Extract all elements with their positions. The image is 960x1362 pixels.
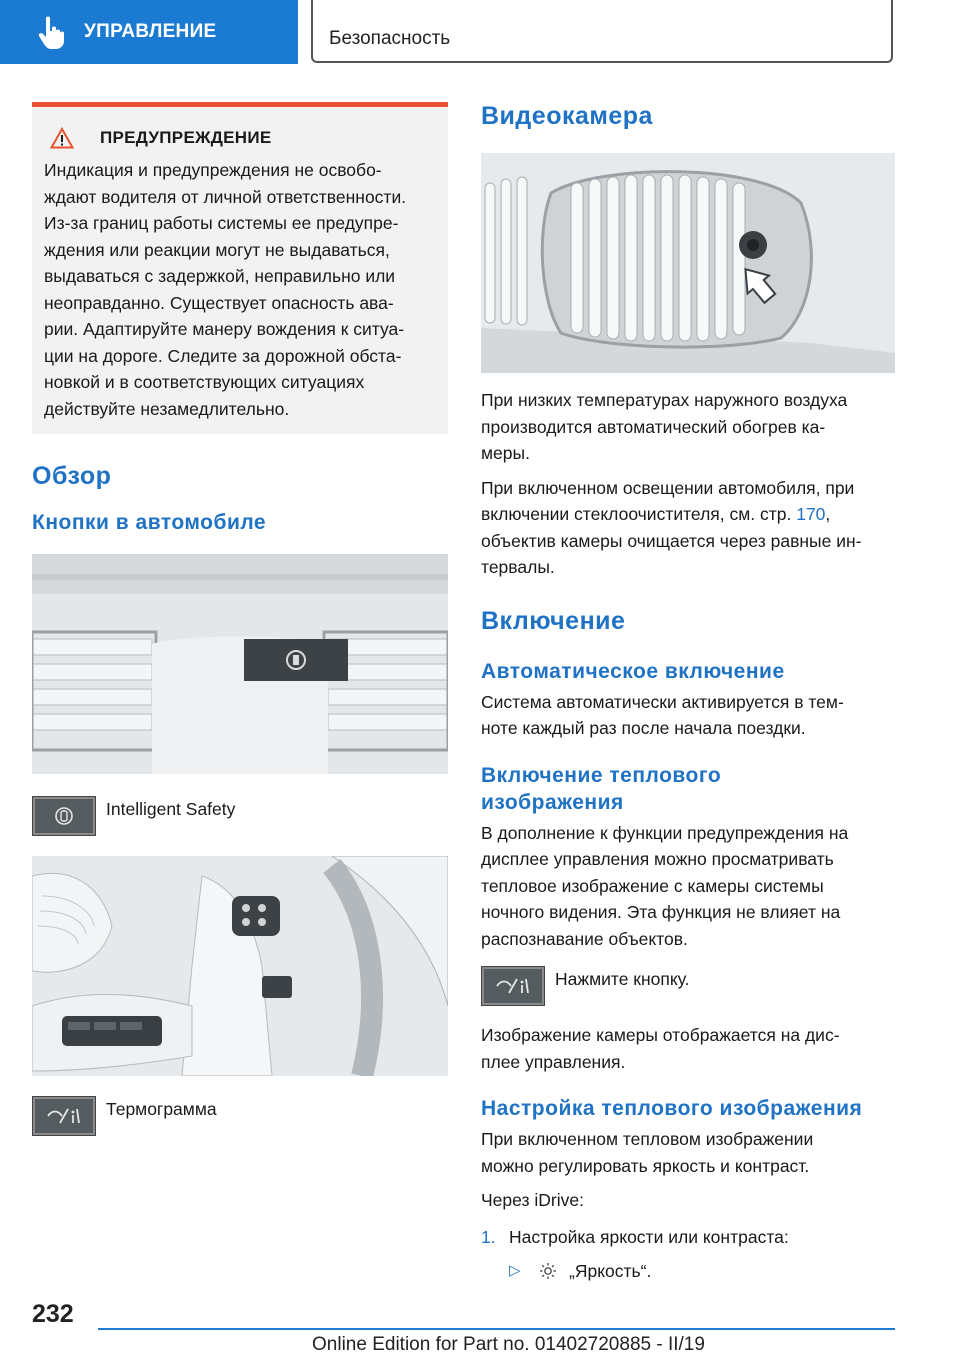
warning-line: Индикация и предупреждения не освобо- [44, 160, 382, 180]
intelligent-safety-row [32, 796, 448, 836]
warning-line: Из-за границ работы системы ее предупре- [44, 213, 399, 233]
text-line: ночного видения. Эта функция не влияет на [481, 902, 841, 922]
warning-triangle-icon [50, 127, 74, 149]
chapter-tab[interactable] [0, 0, 298, 64]
text-line: При включенном освещении автомобиля, при [481, 477, 855, 498]
text-line: можно регулировать яркость и контраст. [481, 1155, 810, 1176]
warning-line: ции на дороге. Следите за дорожной обста- [44, 345, 402, 366]
warning-line: действуйте незамедлительно. [44, 398, 290, 419]
press-button-text: Нажмите кнопку. [555, 969, 690, 989]
press-button-row [481, 966, 895, 1006]
text-line: Изображение камеры отображается на дис- [481, 1025, 840, 1045]
section-title: Безопасность [329, 28, 451, 49]
warning-line: выдаваться с задержкой, неправильно или [44, 266, 396, 286]
text-line: При включенном тепловом изображении [481, 1129, 814, 1149]
intelligent-safety-label: Intelligent Safety [106, 799, 236, 819]
warning-title: ПРЕДУПРЕЖДЕНИЕ [100, 128, 272, 147]
settings-heading: Настройка теплового изображения [481, 1097, 863, 1120]
step-1 [481, 1224, 895, 1250]
text-line: ноте каждый раз после начала поездки. [481, 718, 806, 738]
thermal-on-heading [481, 762, 895, 816]
text-line: включении стеклоочистителя, см. стр. [481, 504, 797, 524]
section-header [311, 0, 893, 63]
camera-grille-image [481, 153, 895, 373]
warning-line: рии. Адаптируйте манеру вождения к ситуа- [44, 319, 405, 339]
page-reference-link[interactable]: 170 [796, 504, 826, 524]
text-line: В дополнение к функции предупреждения на [481, 822, 849, 843]
steering-column-image [32, 856, 448, 1076]
heading-line: Включение теплового [481, 763, 722, 787]
camera-heading: Видеокамера [481, 102, 653, 130]
footer-divider [98, 1328, 895, 1330]
thermogram-row [32, 1096, 448, 1136]
thermogram-button[interactable] [32, 1096, 96, 1136]
auto-on-text [481, 689, 895, 742]
dashboard-buttons-image [32, 554, 448, 774]
step-text: Настройка яркости или контраста: [509, 1226, 789, 1247]
text-line: производится автоматический обогрев ка- [481, 416, 826, 437]
edition-footer: Online Edition for Part no. 01402720885 - II/19 [312, 1334, 705, 1355]
brightness-label: „Яркость“. [569, 1260, 652, 1281]
chapter-title: УПРАВЛЕНИЕ [84, 21, 217, 42]
thermal-image-icon [46, 1107, 82, 1125]
text-line: дисплее управления можно просматривать [481, 849, 834, 869]
sub-bullet: ▷ [509, 1261, 521, 1279]
buttons-heading: Кнопки в автомобиле [32, 511, 267, 534]
thermal-image-icon [495, 977, 531, 995]
warning-line: новкой и в соответствующих ситуациях [44, 372, 365, 392]
thermal-image-button[interactable] [481, 966, 545, 1006]
warning-box [32, 102, 448, 434]
auto-on-heading: Автоматическое включение [481, 659, 785, 683]
via-idrive-text: Через iDrive: [481, 1190, 584, 1210]
text-line: , [825, 504, 831, 524]
right-column [481, 102, 895, 1284]
display-text [481, 1022, 895, 1075]
text-line: объектив камеры очищается через равные ин- [481, 530, 862, 551]
page-number: 232 [32, 1300, 74, 1328]
thermogram-label: Термограмма [106, 1099, 217, 1119]
camera-heating-text [481, 387, 895, 467]
text-line: распознавание объектов. [481, 928, 688, 949]
intelligent-safety-button[interactable] [32, 796, 96, 836]
text-line: плее управления. [481, 1051, 626, 1072]
text-line: меры. [481, 443, 530, 463]
intelligent-safety-icon [54, 806, 74, 826]
switch-on-heading: Включение [481, 606, 626, 635]
warning-line: ждения или реакции могут не выдаваться, [44, 239, 390, 260]
step-number: 1. [481, 1226, 496, 1247]
text-line: тервалы. [481, 557, 555, 577]
overview-heading: Обзор [32, 462, 112, 490]
heading-line: изображения [481, 790, 624, 814]
text-line: тепловое изображение с камеры системы [481, 875, 824, 896]
settings-text [481, 1126, 895, 1179]
warning-line: ждают водителя от личной ответственности. [44, 186, 407, 207]
thermal-on-text [481, 820, 895, 953]
warning-text [44, 157, 436, 422]
text-line: Система автоматически активируется в тем- [481, 691, 844, 712]
text-line: При низких температурах наружного воздуха [481, 390, 848, 410]
brightness-item[interactable] [509, 1258, 895, 1284]
camera-cleaning-text [481, 475, 895, 581]
left-column [32, 102, 448, 1136]
hand-pointer-icon [32, 12, 72, 52]
sun-icon [539, 1262, 557, 1280]
warning-line: неоправданно. Существует опасность ава- [44, 292, 394, 313]
